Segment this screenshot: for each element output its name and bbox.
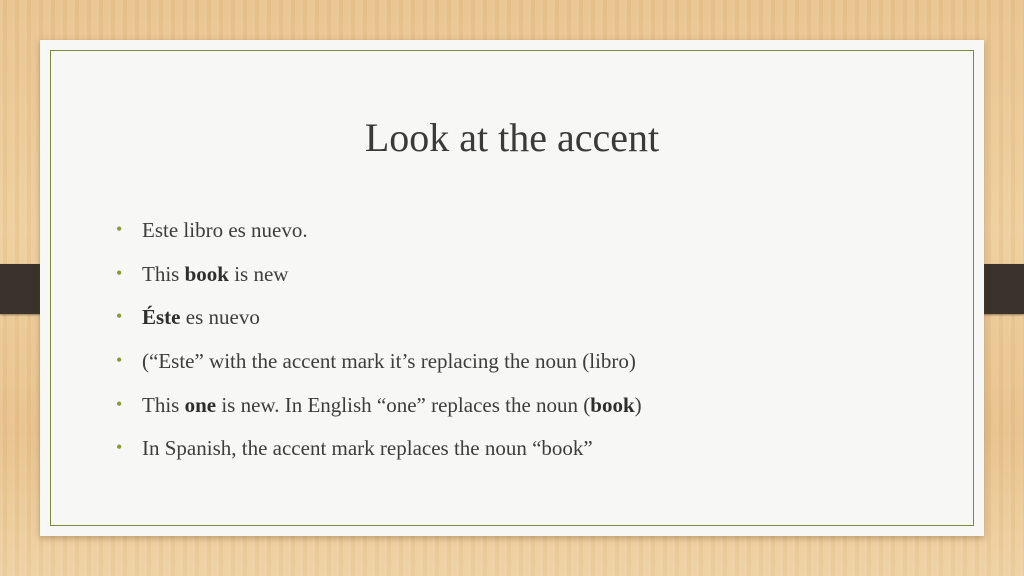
bullet-icon: [116, 219, 122, 240]
bullet-emphasis: book: [590, 392, 635, 417]
bullet-item: [112, 262, 642, 306]
bullet-icon: [116, 437, 122, 458]
bullet-text: is new. In English “one” replaces the noun (: [216, 392, 591, 417]
bullet-item: [112, 218, 642, 262]
bullet-icon: [116, 306, 122, 327]
bullet-text: In Spanish, the accent mark replaces the noun “book”: [142, 436, 593, 461]
bullet-text: es nuevo: [180, 305, 260, 330]
slide-card: [40, 40, 984, 536]
bullet-icon: [116, 350, 122, 371]
bullet-emphasis: one: [184, 392, 217, 417]
bullet-emphasis: book: [184, 261, 229, 286]
bullet-emphasis: Éste: [142, 305, 181, 330]
bullet-list: [112, 218, 642, 480]
bullet-text: This: [142, 392, 185, 417]
bullet-text: Este libro es nuevo.: [142, 218, 308, 242]
bullet-item: [112, 393, 642, 437]
slide-title: Look at the accent: [364, 115, 660, 160]
bullet-item: [112, 436, 642, 480]
bullet-text: (“Este” with the accent mark it’s replacing the noun (libro): [142, 349, 636, 374]
bullet-item: [112, 305, 642, 349]
bullet-text: This: [142, 261, 185, 286]
bullet-item: [112, 349, 642, 393]
bullet-icon: [116, 394, 122, 415]
bullet-text: ): [634, 392, 642, 417]
bullet-icon: [116, 263, 122, 284]
bullet-text: is new: [228, 261, 289, 286]
